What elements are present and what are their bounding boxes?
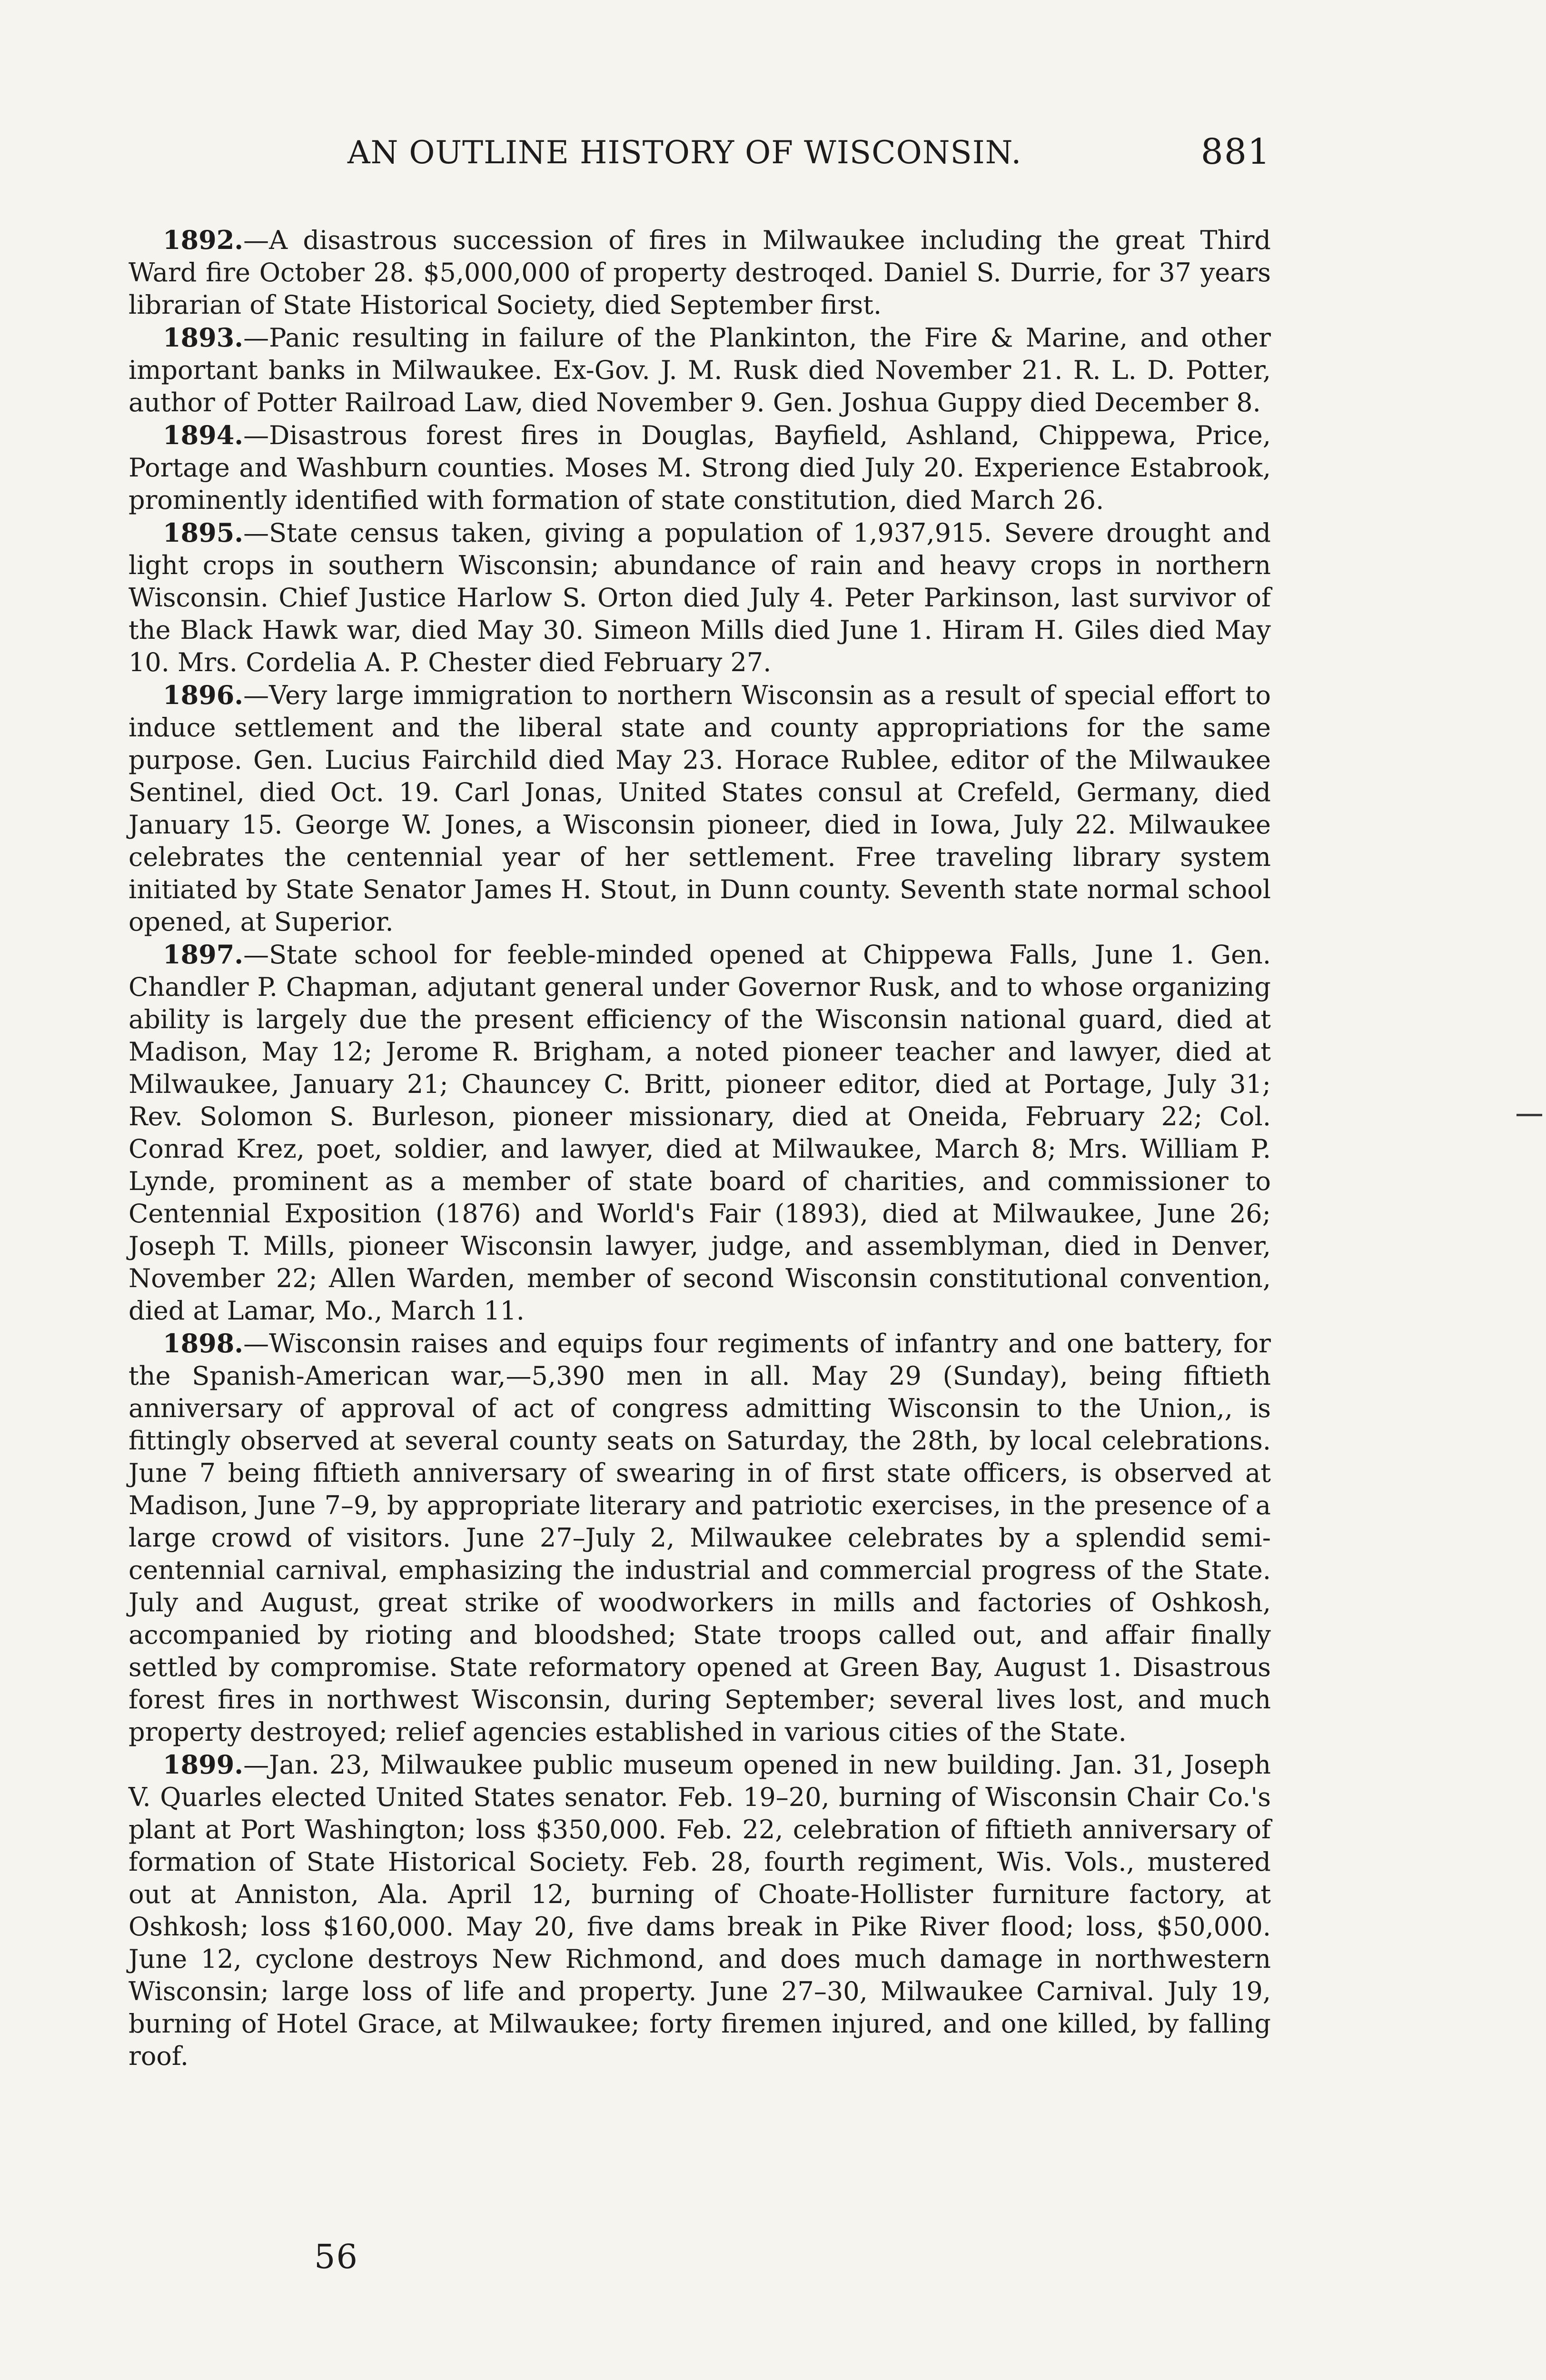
entry-text: —Disastrous forest fires in Douglas, Bayfield, Ashland, Chippewa, Price, Portage and Washburn counties. Moses M. Strong died July 20. Experience Estabrook, prominently identified with formation of state constitution, died March 26. bbox=[129, 420, 1271, 515]
page-header bbox=[129, 131, 1271, 187]
entry-year: 1893. bbox=[163, 322, 244, 353]
entry-text: —A disastrous succession of fires in Milwaukee including the great Third Ward fire October 28. $5,000,000 of property destroqed. Daniel S. Durrie, for 37 years librarian of State Historical Society, died September first. bbox=[129, 225, 1271, 320]
page-number: 881 bbox=[1200, 131, 1271, 172]
entry-1896 bbox=[129, 679, 1271, 938]
entry-1897 bbox=[129, 938, 1271, 1327]
entry-1895 bbox=[129, 516, 1271, 679]
entry-1894 bbox=[129, 419, 1271, 516]
entry-year: 1896. bbox=[163, 680, 244, 710]
entry-1892 bbox=[129, 224, 1271, 321]
entry-text: —State census taken, giving a population of 1,937,915. Severe drought and light crops in southern Wisconsin; abundance of rain and heavy crops in northern Wisconsin. Chief Justice Harlow S. Orton died July 4. Peter Parkinson, last survivor of the Black Hawk war, died May 30. Simeon Mills died June 1. Hiram H. Giles died May 10. Mrs. Cordelia A. P. Chester died February 27. bbox=[129, 518, 1271, 677]
entry-text: —State school for feeble-minded opened at Chippewa Falls, June 1. Gen. Chandler P. Chapman, adjutant general under Governor Rusk, and to whose organizing ability is largely due the present efficiency of the Wisconsin national guard, died at Madison, May 12; Jerome R. Brigham, a noted pioneer teacher and lawyer, died at Milwaukee, January 21; Chauncey C. Britt, pioneer editor, died at Portage, July 31; Rev. Solomon S. Burleson, pioneer missionary, died at Oneida, February 22; Col. Conrad Krez, poet, soldier, and lawyer, died at Milwaukee, March 8; Mrs. William P. Lynde, prominent as a member of state board of charities, and commissioner to Centennial Exposition (1876) and World's Fair (1893), died at Milwaukee, June 26; Joseph T. Mills, pioneer Wisconsin lawyer, judge, and assemblyman, died in Denver, November 22; Allen Warden, member of second Wisconsin constitutional convention, died at Lamar, Mo., March 11. bbox=[129, 940, 1271, 1326]
entry-text: —Panic resulting in failure of the Plankinton, the Fire & Marine, and other important banks in Milwaukee. Ex-Gov. J. M. Rusk died November 21. R. L. D. Potter, author of Potter Railroad Law, died November 9. Gen. Joshua Guppy died December 8. bbox=[129, 323, 1271, 417]
entry-1898 bbox=[129, 1327, 1271, 1748]
entry-year: 1892. bbox=[163, 225, 244, 255]
running-title: AN OUTLINE HISTORY OF WISCONSIN. bbox=[347, 134, 1022, 171]
margin-dash-mark bbox=[1516, 1114, 1542, 1116]
entry-text: —Very large immigration to northern Wisconsin as a result of special effort to induce settlement and the liberal state and county appropriations for the same purpose. Gen. Lucius Fairchild died May 23. Horace Rublee, editor of the Milwaukee Sentinel, died Oct. 19. Carl Jonas, United States consul at Crefeld, Germany, died January 15. George W. Jones, a Wisconsin pioneer, died in Iowa, July 22. Milwaukee celebrates the centennial year of her settlement. Free traveling library system initiated by State Senator James H. Stout, in Dunn county. Seventh state normal school opened, at Superior. bbox=[129, 680, 1271, 937]
entry-text: —Wisconsin raises and equips four regiments of infantry and one battery, for the Spanish-American war,—5,390 men in all. May 29 (Sunday), being fiftieth anniversary of approval of act of congress admitting Wisconsin to the Union,, is fittingly observed at several county seats on Saturday, the 28th, by local celebrations. June 7 being fiftieth anniversary of swearing in of first state officers, is observed at Madison, June 7–9, by appropriate literary and patriotic exercises, in the presence of a large crowd of visitors. June 27–July 2, Milwaukee celebrates by a splendid semi-centennial carnival, emphasizing the industrial and commercial progress of the State. July and August, great strike of woodworkers in mills and factories of Oshkosh, accompanied by rioting and bloodshed; State troops called out, and affair finally settled by compromise. State reformatory opened at Green Bay, August 1. Disastrous forest fires in northwest Wisconsin, during September; several lives lost, and much property destroyed; relief agencies established in various cities of the State. bbox=[129, 1329, 1271, 1747]
entry-year: 1899. bbox=[163, 1749, 244, 1780]
entry-year: 1895. bbox=[163, 517, 244, 548]
entry-year: 1897. bbox=[163, 939, 244, 970]
chronology-text bbox=[129, 224, 1271, 2073]
signature-mark: 56 bbox=[314, 2237, 359, 2276]
entry-1893 bbox=[129, 321, 1271, 419]
entry-year: 1898. bbox=[163, 1328, 244, 1359]
entry-text: —Jan. 23, Milwaukee public museum opened in new building. Jan. 31, Joseph V. Quarles elected United States senator. Feb. 19–20, burning of Wisconsin Chair Co.'s plant at Port Washington; loss $350,000. Feb. 22, celebration of fiftieth anniversary of formation of State Historical Society. Feb. 28, fourth regiment, Wis. Vols., mustered out at Anniston, Ala. April 12, burning of Choate-Hollister furniture factory, at Oshkosh; loss $160,000. May 20, five dams break in Pike River flood; loss, $50,000. June 12, cyclone destroys New Richmond, and does much damage in northwestern Wisconsin; large loss of life and property. June 27–30, Milwaukee Carnival. July 19, burning of Hotel Grace, at Milwaukee; forty firemen injured, and one killed, by falling roof. bbox=[129, 1750, 1271, 2071]
entry-year: 1894. bbox=[163, 420, 244, 450]
entry-1899 bbox=[129, 1748, 1271, 2073]
